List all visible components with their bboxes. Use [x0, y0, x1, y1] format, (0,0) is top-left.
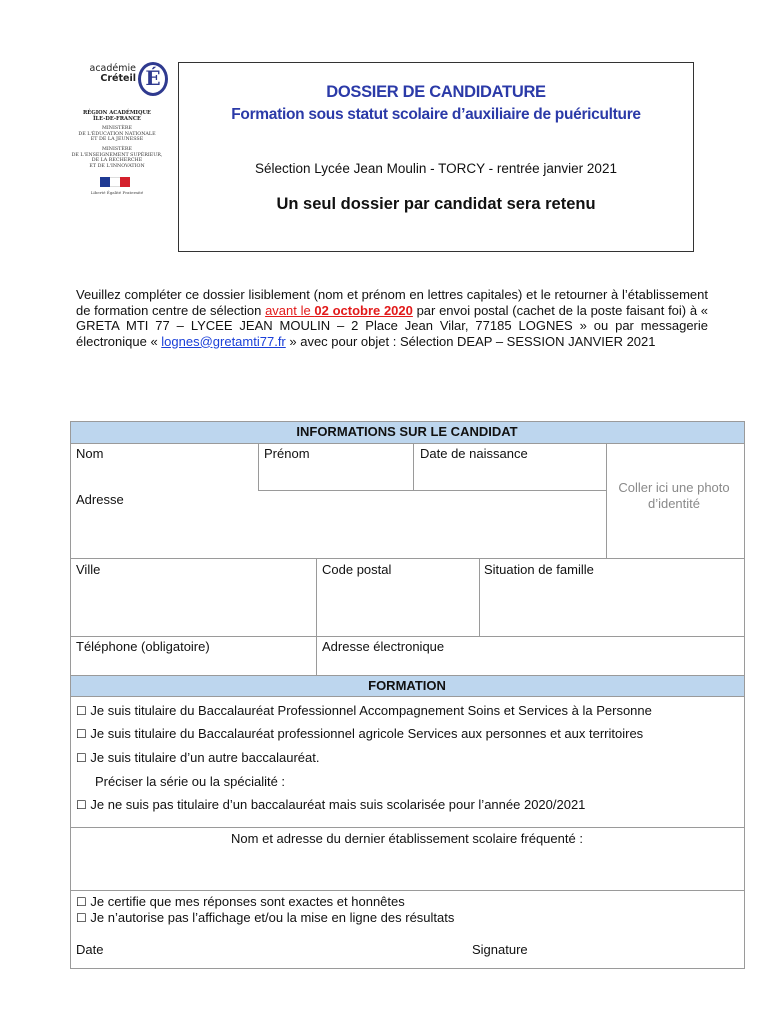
table-rule	[70, 636, 745, 637]
candidate-section-header	[70, 421, 744, 443]
telephone-field[interactable]: Téléphone (obligatoire)	[76, 639, 210, 654]
french-flag-icon	[100, 177, 130, 187]
brand-line-2: Créteil	[100, 73, 136, 84]
checkbox-icon[interactable]: ☐	[76, 727, 87, 741]
deadline-prefix: avant le	[265, 302, 315, 318]
intro-text-3: » avec pour objet : Sélection DEAP – SESSION JANVIER 2021	[285, 333, 656, 349]
region-label	[58, 110, 176, 122]
table-rule	[258, 490, 606, 491]
ministry1-line-1: MINISTÈRE	[102, 126, 132, 131]
situation-field[interactable]: Situation de famille	[484, 562, 594, 577]
brand-line-1: académie	[89, 63, 136, 74]
instructions-paragraph	[76, 287, 708, 349]
table-rule	[70, 827, 745, 828]
option-bac-pro-agricole[interactable]	[76, 726, 643, 741]
ville-field[interactable]: Ville	[76, 562, 101, 577]
option-bac-pro-assp[interactable]	[76, 703, 652, 718]
region-line-2: ÎLE-DE-FRANCE	[93, 116, 141, 122]
formation-section-header	[70, 675, 744, 696]
date-field[interactable]: Date	[76, 942, 104, 957]
intro-text-1: Veuillez compléter ce dossier lisiblement (nom et prénom en lettres capitales) et le retourner à l’établissement de formation centre de sélection	[76, 287, 708, 318]
selection-info: Sélection Lycée Jean Moulin - TORCY - rentrée janvier 2021	[255, 161, 617, 176]
single-file-notice: Un seul dossier par candidat sera retenu	[276, 195, 596, 213]
checkbox-icon[interactable]: ☐	[76, 704, 87, 718]
checkbox-icon[interactable]: ☐	[76, 751, 87, 765]
checkbox-icon[interactable]: ☐	[76, 911, 87, 925]
academy-logo	[58, 58, 176, 200]
title-box	[178, 62, 694, 252]
formation-heading: FORMATION	[368, 678, 446, 693]
option-3-detail[interactable]: Préciser la série ou la spécialité :	[95, 774, 286, 789]
table-rule	[316, 558, 317, 676]
republic-motto: Liberté Égalité Fraternité	[90, 190, 144, 195]
ministry-education	[58, 126, 176, 143]
document-title: DOSSIER DE CANDIDATURE	[326, 83, 546, 101]
table-rule	[70, 443, 745, 444]
academy-e-icon: É	[138, 62, 168, 96]
table-border-top	[70, 421, 745, 422]
table-rule	[70, 696, 745, 697]
signature-field[interactable]: Signature	[472, 942, 528, 957]
ministry2-line-2: DE L'ENSEIGNEMENT SUPÉRIEUR,	[71, 152, 163, 158]
ministry2-line-3: DE LA RECHERCHE	[91, 158, 143, 164]
option-2-label: Je suis titulaire du Baccalauréat professionnel agricole Services aux personnes et aux territoires	[90, 726, 644, 741]
academy-brand	[88, 64, 136, 84]
option-no-bac[interactable]	[76, 797, 585, 812]
table-border-right	[744, 421, 745, 969]
ministry1-line-3: ET DE LA JEUNESSE	[90, 137, 144, 143]
contact-email-link[interactable]: lognes@gretamti77.fr	[161, 333, 286, 349]
checkbox-icon[interactable]: ☐	[76, 798, 87, 812]
deadline-date: 02 octobre 2020	[314, 302, 413, 318]
option-4-label: Je ne suis pas titulaire d’un baccalauréat mais suis scolarisée pour l’année 2020/2021	[90, 797, 586, 812]
option-3-label: Je suis titulaire d’un autre baccalauréat.	[90, 750, 320, 765]
photo-placeholder[interactable]: Coller ici une photo d’identité	[618, 480, 730, 511]
table-rule	[70, 675, 745, 676]
checkbox-icon[interactable]: ☐	[76, 895, 87, 909]
no-publication-consent[interactable]	[76, 910, 454, 925]
nom-field[interactable]: Nom	[76, 446, 104, 461]
option-1-label: Je suis titulaire du Baccalauréat Professionnel Accompagnement Soins et Services à la Personne	[90, 703, 652, 718]
ministry-higher-education	[58, 147, 176, 169]
region-line-1: RÉGION ACADÉMIQUE	[83, 110, 151, 116]
certify-line-1: Je certifie que mes réponses sont exactes et honnêtes	[90, 894, 405, 909]
table-rule	[413, 443, 414, 491]
ministry2-line-4: ET DE L'INNOVATION	[89, 163, 145, 169]
table-rule	[258, 443, 259, 491]
last-school-field[interactable]: Nom et adresse du dernier établissement scolaire fréquenté :	[231, 831, 583, 846]
table-rule	[70, 890, 745, 891]
ministry2-line-1: MINISTÈRE	[102, 147, 132, 152]
table-rule	[606, 443, 607, 559]
adresse-field[interactable]: Adresse	[76, 492, 124, 507]
code-postal-field[interactable]: Code postal	[322, 562, 392, 577]
table-rule	[70, 558, 745, 559]
ministry1-line-2: DE L'ÉDUCATION NATIONALE	[78, 131, 156, 137]
table-border-bottom	[70, 968, 745, 969]
certify-line-2: Je n’autorise pas l’affichage et/ou la mise en ligne des résultats	[90, 910, 455, 925]
prenom-field[interactable]: Prénom	[264, 446, 310, 461]
table-border-left	[70, 421, 71, 969]
candidate-heading: INFORMATIONS SUR LE CANDIDAT	[296, 424, 518, 439]
intro-text-2: par envoi postal (cachet de la poste faisant foi) à « GRETA MTI 77 – LYCEE JEAN MOULIN – 2 Place Jean Vilar, 77185 LOGNES » ou par messagerie électronique «	[76, 302, 708, 349]
document-subtitle: Formation sous statut scolaire d’auxiliaire de puériculture	[231, 106, 641, 123]
email-field[interactable]: Adresse électronique	[322, 639, 445, 654]
certify-accuracy[interactable]	[76, 894, 405, 909]
birthdate-field[interactable]: Date de naissance	[420, 446, 528, 461]
table-rule	[479, 558, 480, 637]
option-other-bac[interactable]	[76, 750, 319, 765]
